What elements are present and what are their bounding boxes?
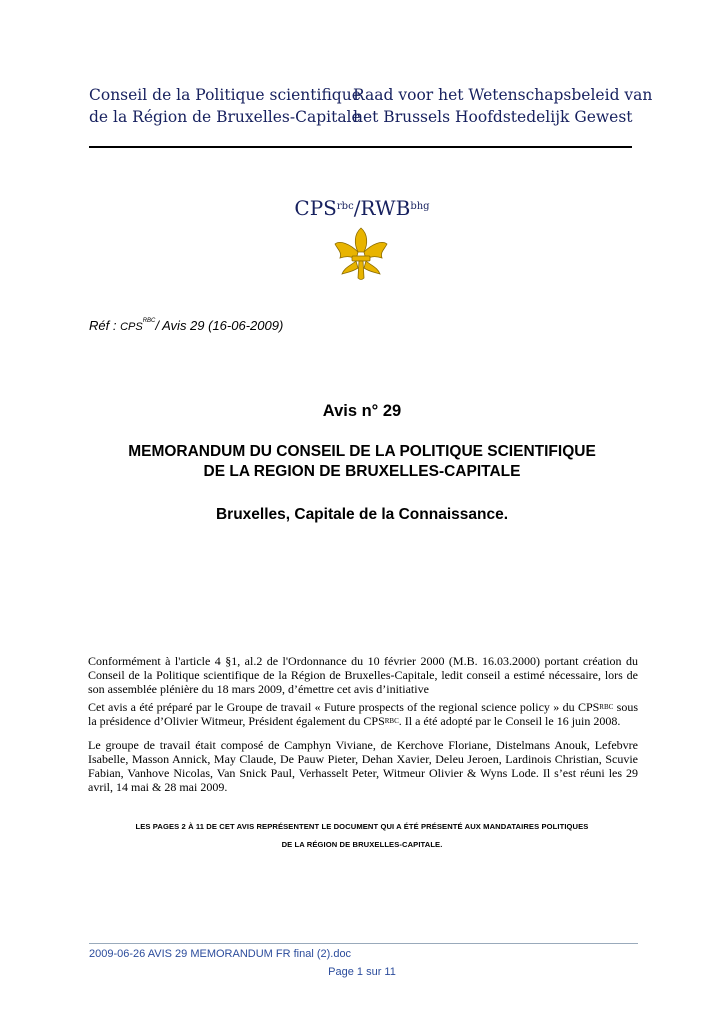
reference-line — [89, 318, 283, 333]
paragraph-working-group: Cet avis a été préparé par le Groupe de travail « Future prospects of the regional science policy » du $CPS^{RBC}$ sous la présidence d’Olivier Witmeur, Président également du $CPS^{RBC}$. Il a été adopté par le Conseil le 16 juin 2008. — [88, 700, 638, 728]
reference-cps: CPS — [120, 321, 143, 333]
footer-filename: 2009-06-26 AVIS 29 MEMORANDUM FR final (2).doc — [89, 948, 352, 960]
letterhead-dutch-line1: Raad voor het Wetenschapsbeleid van — [353, 86, 653, 104]
footer-page-number: Page 1 sur 11 — [328, 966, 396, 978]
letterhead-dutch-line2: het Brussels Hoofdstedelijk Gewest — [353, 108, 633, 126]
reference-rbc: RBC — [142, 318, 156, 324]
letterhead-french-line2: de la Région de Bruxelles-Capitale — [89, 108, 361, 126]
iris-flower-icon — [330, 222, 392, 282]
reference-rest: / Avis 29 (16-06-2009) — [155, 318, 284, 333]
paragraph-ordonnance: Conformément à l'article 4 §1, al.2 de l'Ordonnance du 10 février 2000 (M.B. 16.03.2000) portant création du Conseil de la Politique scientifique de la Région de Bruxelles-Capitale, ledit conseil a estimé nécessaire, lors de son assemblée plénière du 18 mars 2009, d’émettre cet avis d’initiative — [88, 654, 638, 696]
logo-title — [0, 196, 724, 220]
pages-note-line2: DE LA RÉGION DE BRUXELLES-CAPITALE. — [281, 840, 443, 849]
memorandum-title — [0, 442, 724, 482]
header-divider — [89, 146, 632, 148]
letterhead-dutch — [353, 84, 652, 128]
letterhead-french-line1: Conseil de la Politique scientifique — [89, 86, 361, 104]
reference-prefix: Réf : — [89, 318, 121, 333]
avis-number: Avis n° 29 — [322, 402, 402, 420]
letterhead-french — [89, 84, 361, 128]
logo-rbc: rbc — [336, 201, 354, 212]
logo-rwb: /RWB — [353, 196, 411, 220]
pages-note — [0, 818, 724, 854]
memorandum-title-line1: MEMORANDUM DU CONSEIL DE LA POLITIQUE SCIENTIFIQUE — [128, 443, 596, 460]
footer-divider — [89, 943, 638, 944]
paragraph-members: Le groupe de travail était composé de Camphyn Viviane, de Kerchove Floriane, Distelmans Anouk, Lefebvre Isabelle, Masson Annick, May Claude, De Pauw Pieter, Dehan Xavier, Deleu Jeroen, Lardinois Christian, Scuvie Fabian, Vanhove Nicolas, Van Snick Paul, Verhasselt Peter, Witmeur Olivier & Wyns Lode. Il s’est réuni les 29 avril, 14 mai & 28 mai 2009. — [88, 738, 638, 794]
logo-cps: CPS — [294, 196, 337, 220]
document-subtitle: Bruxelles, Capitale de la Connaissance. — [215, 506, 509, 523]
memorandum-title-line2: DE LA REGION DE BRUXELLES-CAPITALE — [203, 463, 521, 480]
pages-note-line1: LES PAGES 2 À 11 DE CET AVIS REPRÉSENTENT LE DOCUMENT QUI A ÉTÉ PRÉSENTÉ AUX MANDATAIRES POLITIQUES — [135, 822, 589, 831]
logo-bhg: bhg — [410, 201, 430, 212]
